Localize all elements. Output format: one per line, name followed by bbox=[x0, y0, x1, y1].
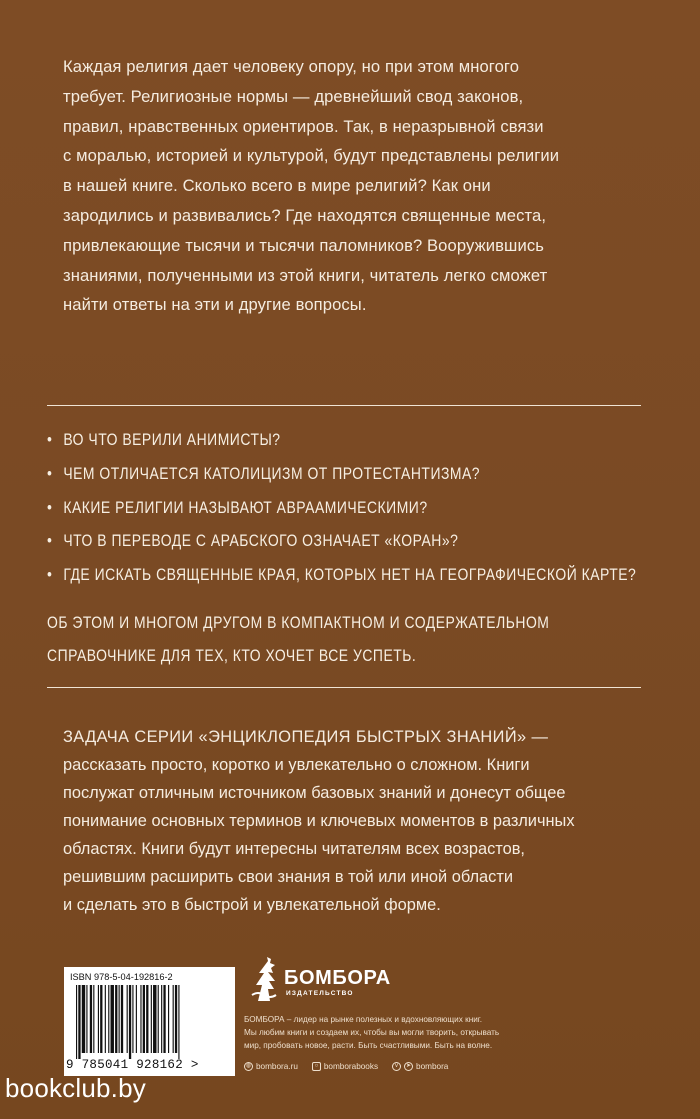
barcode-bar bbox=[115, 985, 117, 1053]
barcode-bar bbox=[143, 985, 145, 1053]
barcode-digits: 9 785041 928162 > bbox=[66, 1058, 199, 1072]
summary-line: СПРАВОЧНИКЕ ДЛЯ ТЕХ, КТО ХОЧЕТ ВСЕ УСПЕТЬ. bbox=[47, 647, 417, 665]
publisher-name: БОМБОРА bbox=[284, 967, 391, 989]
question-item bbox=[47, 559, 637, 593]
intro-line: Каждая религия дает человеку опору, но при этом многого bbox=[63, 57, 520, 76]
blurb-line: БОМБОРА – лидер на рынке полезных и вдохновляющих книг. bbox=[244, 1015, 483, 1024]
globe-icon: ◍ bbox=[245, 1063, 252, 1069]
question-item bbox=[47, 525, 580, 559]
telegram-icon: ➤ bbox=[406, 1063, 412, 1069]
question-list bbox=[47, 424, 667, 593]
series-line: понимание основных терминов и ключевых моментов в различных bbox=[63, 812, 575, 830]
contact-social1-text: bomborabooks bbox=[323, 1062, 379, 1071]
question-item bbox=[47, 492, 580, 526]
bullet-icon: • bbox=[47, 532, 53, 551]
intro-line: найти ответы на эти и другие вопросы. bbox=[63, 295, 367, 315]
contact-site[interactable] bbox=[244, 1062, 298, 1071]
series-description bbox=[63, 723, 663, 919]
barcode-bar bbox=[158, 985, 159, 1053]
intro-line: с моралью, историей и культурой, будут представлены религии bbox=[63, 146, 560, 166]
question-text: ЧЕМ ОТЛИЧАЕТСЯ КАТОЛИЦИЗМ ОТ ПРОТЕСТАНТИЗМА? bbox=[63, 464, 481, 483]
series-line: и сделать это в быстрой и увлекательной форме. bbox=[63, 896, 441, 914]
intro-paragraph bbox=[63, 52, 643, 320]
publisher-subtitle: ИЗДАТЕЛЬСТВО bbox=[286, 990, 354, 997]
contact-social2[interactable] bbox=[392, 1062, 448, 1071]
barcode-bar bbox=[119, 985, 120, 1053]
bullet-icon: • bbox=[47, 464, 53, 483]
bullet-icon: • bbox=[47, 431, 53, 449]
watermark-text: bookclub.by bbox=[5, 1073, 146, 1103]
barcode-bar bbox=[86, 985, 87, 1053]
question-text: ЧТО В ПЕРЕВОДЕ С АРАБСКОГО ОЗНАЧАЕТ «КОРАН»? bbox=[63, 532, 459, 551]
barcode-bar bbox=[153, 985, 156, 1053]
contact-site-text: bombora.ru bbox=[256, 1062, 298, 1071]
barcode-bar bbox=[140, 985, 141, 1053]
barcode-bar bbox=[100, 985, 102, 1053]
barcode-icon bbox=[74, 985, 230, 1059]
question-text: ГДЕ ИСКАТЬ СВЯЩЕННЫЕ КРАЯ, КОТОРЫХ НЕТ НА ГЕОГРАФИЧЕСКОЙ КАРТЕ? bbox=[63, 566, 637, 585]
intro-line: зародились и развивались? Где находятся священные места, bbox=[63, 205, 547, 225]
series-line: областях. Книги будут интересны читателям всех возрастов, bbox=[63, 840, 525, 858]
blurb-line: мир, пробовать новое, расти. Быть счастливыми. Быть на волне. bbox=[244, 1041, 493, 1050]
question-text: КАКИЕ РЕЛИГИИ НАЗЫВАЮТ АВРААМИЧЕСКИМИ? bbox=[63, 498, 428, 517]
series-line: решившим расширить свои знания в той или иной области bbox=[63, 868, 514, 886]
barcode-bar bbox=[90, 985, 92, 1053]
divider-top bbox=[47, 405, 641, 406]
question-item bbox=[47, 458, 580, 492]
barcode-bar bbox=[127, 985, 128, 1053]
barcode-bar bbox=[163, 985, 165, 1053]
isbn-barcode bbox=[64, 967, 235, 1076]
barcode-bar bbox=[151, 985, 152, 1053]
intro-line: в нашей книге. Сколько всего в мире религий? Как они bbox=[63, 176, 491, 196]
question-item bbox=[47, 424, 580, 458]
contact-social2-text: bombora bbox=[416, 1062, 449, 1071]
bullet-icon: • bbox=[47, 566, 53, 585]
barcode-bar bbox=[132, 985, 133, 1053]
barcode-bar bbox=[146, 985, 148, 1053]
barcode-bar bbox=[105, 985, 106, 1053]
blurb-line: Мы любим книги и создаем их, чтобы вы могли творить, открывать bbox=[244, 1028, 500, 1037]
barcode-bar bbox=[175, 985, 177, 1053]
barcode-bar bbox=[168, 985, 169, 1053]
divider-bottom bbox=[47, 687, 641, 688]
barcode-bar bbox=[76, 985, 77, 1059]
summary-line: ОБ ЭТОМ И МНОГОМ ДРУГОМ В КОМПАКТНОМ И СОДЕРЖАТЕЛЬНОМ bbox=[47, 614, 550, 632]
barcode-bar bbox=[78, 985, 80, 1059]
intro-line: знаниями, полученными из этой книги, читатель легко сможет bbox=[63, 265, 548, 285]
isbn-label: ISBN 978-5-04-192816-2 bbox=[70, 972, 173, 982]
barcode-bar bbox=[121, 985, 123, 1053]
vk-icon: v bbox=[392, 1062, 401, 1071]
question-text: ВО ЧТО ВЕРИЛИ АНИМИСТЫ? bbox=[63, 431, 281, 449]
intro-line: требует. Религиозные нормы — древнейший свод законов, bbox=[63, 86, 524, 106]
series-line: послужат отличным источником базовых знаний и донесут общее bbox=[63, 784, 566, 802]
barcode-bar bbox=[98, 985, 99, 1053]
barcode-bar bbox=[111, 985, 114, 1053]
bullet-icon: • bbox=[47, 498, 53, 517]
barcode-bar bbox=[129, 985, 131, 1059]
barcode-bar bbox=[161, 985, 162, 1053]
contact-social1[interactable] bbox=[312, 1062, 378, 1071]
barcode-bar bbox=[82, 985, 85, 1053]
publisher-block bbox=[244, 953, 664, 1078]
publisher-blurb bbox=[244, 1013, 664, 1052]
barcode-bar bbox=[173, 985, 174, 1053]
summary-text bbox=[47, 607, 632, 673]
barcode-bar bbox=[108, 985, 109, 1053]
publisher-contacts bbox=[244, 1062, 448, 1071]
instagram-icon: ○ bbox=[312, 1062, 321, 1071]
intro-line: привлекающие тысячи и тысячи паломников? Вооружившись bbox=[63, 235, 544, 255]
series-line: рассказать просто, коротко и увлекательно о сложном. Книги bbox=[63, 756, 530, 774]
barcode-bar bbox=[136, 985, 137, 1053]
series-line: ЗАДАЧА СЕРИИ «ЭНЦИКЛОПЕДИЯ БЫСТРЫХ ЗНАНИЙ» — bbox=[63, 728, 549, 746]
barcode-bar bbox=[93, 985, 94, 1053]
barcode-bar bbox=[178, 985, 179, 1059]
intro-line: правил, нравственных ориентиров. Так, в неразрывной связи bbox=[63, 116, 544, 136]
